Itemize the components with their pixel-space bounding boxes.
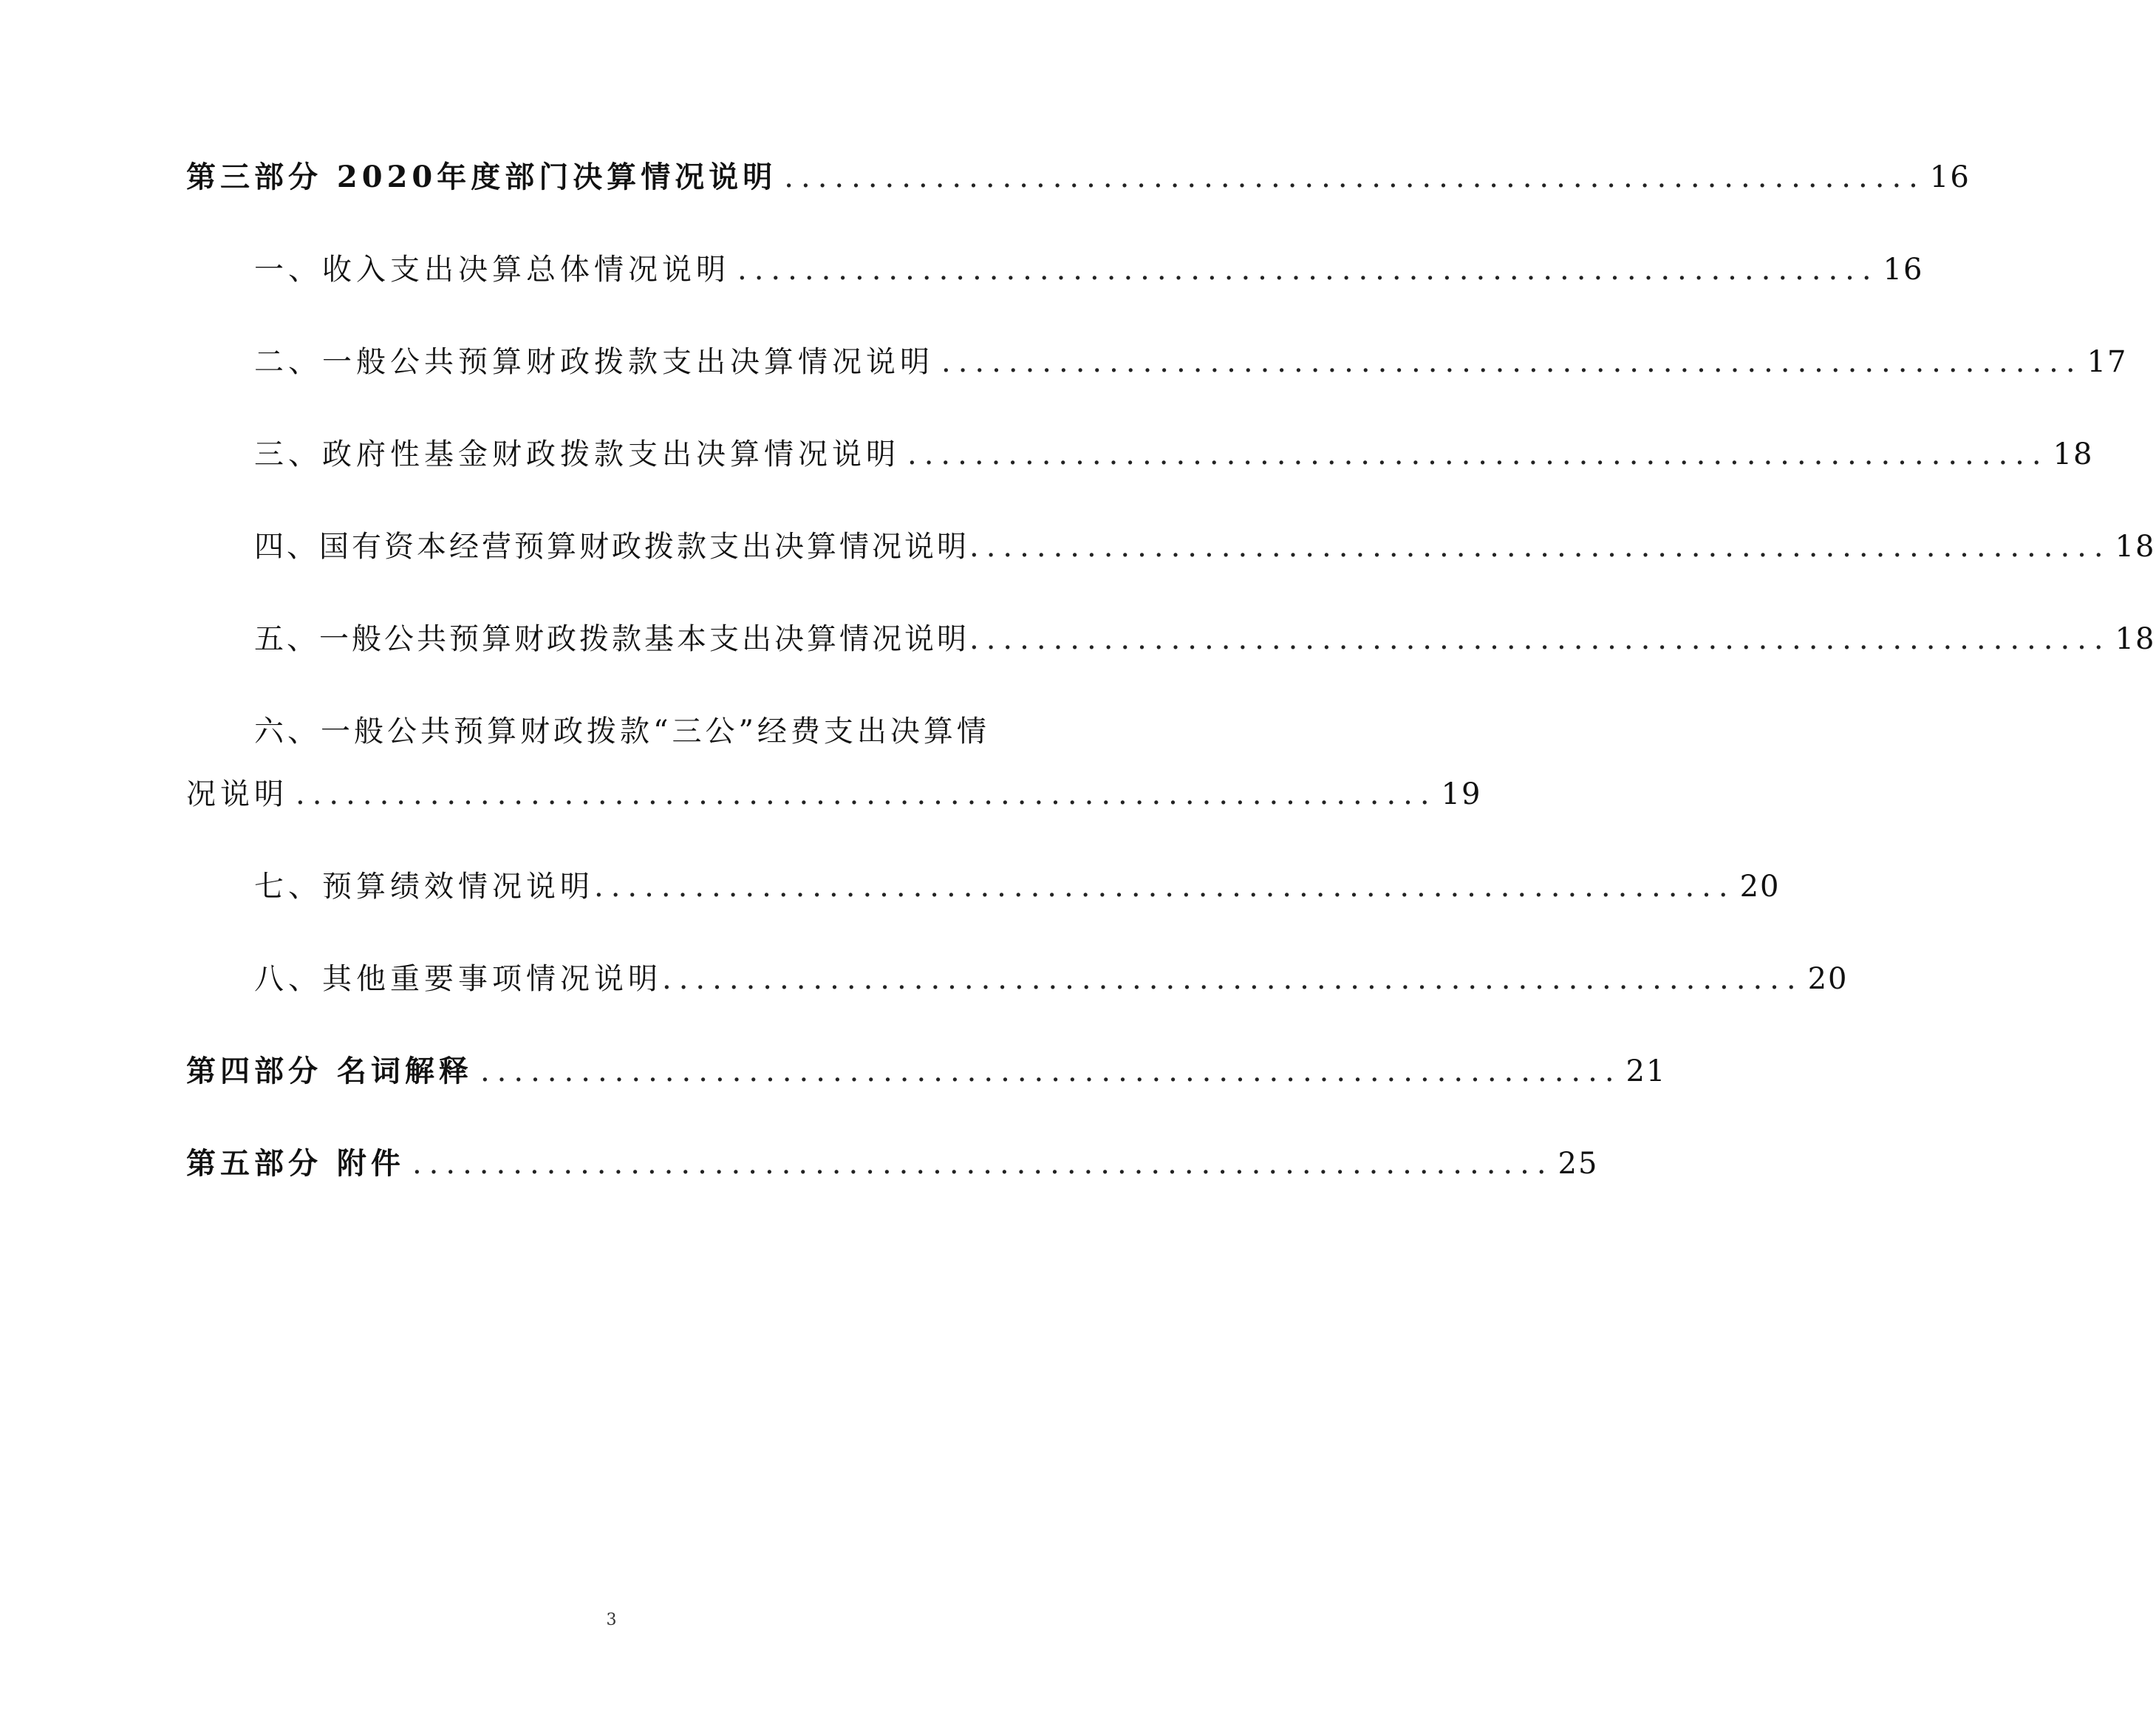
toc-entry-part-4[interactable] xyxy=(186,1046,1667,1097)
toc-entry-title: 第三部分 2020年度部门决算情况说明 xyxy=(186,160,777,194)
toc-entry-title: 一、收入支出决算总体情况说明 xyxy=(254,253,730,287)
toc-entry-title: 五、一般公共预算财政拨款基本支出决算情况说明 xyxy=(254,622,969,656)
toc-entry-3-5[interactable] xyxy=(186,613,2156,665)
toc-entry-title: 第五部分 附件 xyxy=(186,1146,405,1181)
toc-entry-page: 21 xyxy=(1625,1054,1667,1088)
toc-leader-dots: .................................................................... xyxy=(941,345,2083,379)
toc-entry-title: 第四部分 名词解释 xyxy=(186,1054,473,1088)
toc-entry-page: 25 xyxy=(1558,1147,1599,1181)
toc-entry-part-5[interactable] xyxy=(186,1138,1599,1190)
toc-entry-title: 三、政府性基金财政拨款支出决算情况说明 xyxy=(254,437,900,471)
toc-entry-page: 18 xyxy=(2053,437,2094,471)
toc-entry-page: 18 xyxy=(2115,622,2156,656)
toc-leader-dots: .................................................................... xyxy=(594,870,1736,904)
toc-leader-dots: .................................................................... xyxy=(737,253,1879,287)
toc-entry-3-4[interactable] xyxy=(186,521,2156,573)
toc-leader-dots: .................................................................... xyxy=(412,1147,1554,1181)
toc-entry-title: 六、一般公共预算财政拨款“三公”经费支出决算情 xyxy=(254,715,990,748)
toc-entry-3-6-line1[interactable] xyxy=(186,706,1043,757)
toc-leader-dots: .................................................................... xyxy=(969,530,2111,564)
toc-entry-page: 16 xyxy=(1929,160,1971,194)
toc-entry-page: 18 xyxy=(2115,530,2156,564)
toc-entry-title: 八、其他重要事项情况说明 xyxy=(254,962,662,996)
toc-leader-dots: .................................................................... xyxy=(784,160,1925,194)
toc-entry-title: 七、预算绩效情况说明 xyxy=(254,870,594,904)
toc-entry-3-1[interactable] xyxy=(186,244,1924,296)
toc-entry-page: 19 xyxy=(1441,777,1482,811)
page-number: 3 xyxy=(606,1611,617,1629)
toc-leader-dots: .................................................................... xyxy=(969,622,2111,656)
toc-entry-title: 四、国有资本经营预算财政拨款支出决算情况说明 xyxy=(254,530,969,564)
toc-leader-dots: .................................................................... xyxy=(480,1054,1622,1088)
toc-entry-title: 二、一般公共预算财政拨款支出决算情况说明 xyxy=(254,345,934,379)
toc-entry-3-7[interactable] xyxy=(186,861,1781,913)
toc-entry-page: 16 xyxy=(1883,253,1924,287)
toc-entry-part-3[interactable] xyxy=(186,151,1971,203)
toc-entry-page: 20 xyxy=(1739,870,1781,904)
toc-entry-title-continued: 况说明 xyxy=(186,777,288,811)
toc-leader-dots: .................................................................... xyxy=(907,437,2049,471)
toc-entry-3-3[interactable] xyxy=(186,429,2094,480)
toc-entry-3-6-line2[interactable] xyxy=(186,768,1482,820)
toc-leader-dots: .................................................................... xyxy=(662,962,1804,996)
toc-entry-page: 20 xyxy=(1807,962,1849,996)
toc-entry-page: 17 xyxy=(2087,345,2128,379)
toc-leader-dots: .................................................................... xyxy=(296,777,1437,811)
toc-entry-3-8[interactable] xyxy=(186,953,1849,1005)
toc-entry-3-2[interactable] xyxy=(186,336,2128,388)
